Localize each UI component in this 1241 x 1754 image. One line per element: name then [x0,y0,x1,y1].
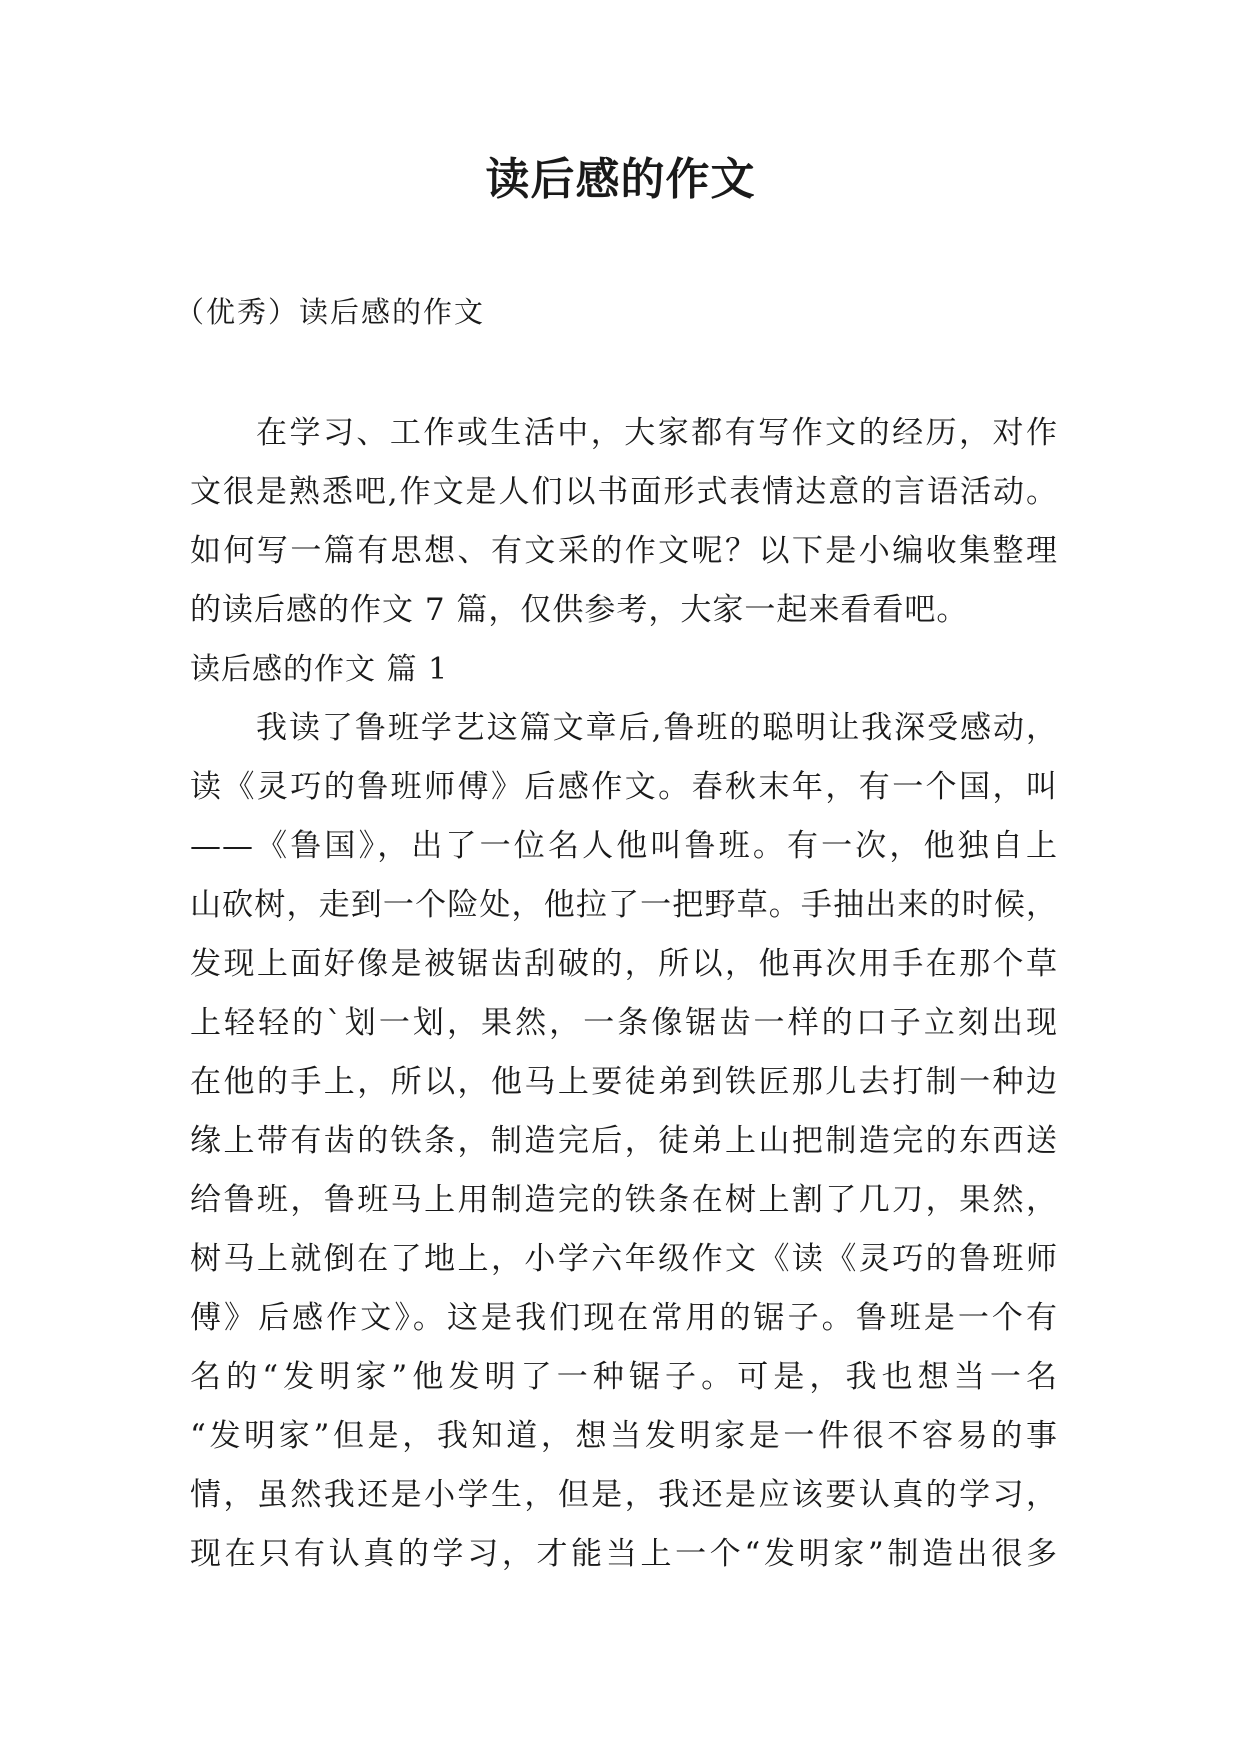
section-line: 山砍树，走到一个险处，他拉了一把野草。手抽出来的时候， [190,887,1058,923]
intro-line: 如何写一篇有思想、有文采的作文呢？以下是小编收集整理 [190,533,1058,569]
intro-line: 在学习、工作或生活中，大家都有写作文的经历，对作 [256,415,1058,451]
section-line: “发明家”但是，我知道，想当发明家是一件很不容易的事 [190,1418,1058,1454]
section-line: 读《灵巧的鲁班师傅》后感作文。春秋末年，有一个国，叫 [190,769,1058,805]
section-line: 在他的手上，所以，他马上要徒弟到铁匠那儿去打制一种边 [190,1064,1058,1100]
intro-line: 的读后感的作文 7 篇，仅供参考，大家一起来看看吧。 [190,592,969,628]
section-line: 给鲁班，鲁班马上用制造完的铁条在树上割了几刀，果然， [190,1182,1058,1218]
section-heading: 读后感的作文 篇 1 [190,652,449,687]
document-title: 读后感的作文 [485,154,756,205]
section-line: ——《鲁国》，出了一位名人他叫鲁班。有一次，他独自上 [190,828,1058,864]
section-line: 名的“发明家”他发明了一种锯子。可是，我也想当一名 [190,1359,1058,1395]
section-line: 傅》后感作文》。这是我们现在常用的锯子。鲁班是一个有 [190,1300,1058,1336]
document-subtitle: （优秀）读后感的作文 [175,295,486,329]
section-line: 我读了鲁班学艺这篇文章后,鲁班的聪明让我深受感动， [256,710,1058,746]
section-line: 上轻轻的`划一划，果然，一条像锯齿一样的口子立刻出现 [190,1005,1058,1041]
document-body [190,404,1058,1584]
intro-line: 文很是熟悉吧,作文是人们以书面形式表情达意的言语活动。 [190,474,1058,510]
section-line: 发现上面好像是被锯齿刮破的，所以，他再次用手在那个草 [190,946,1058,982]
section-line: 树马上就倒在了地上，小学六年级作文《读《灵巧的鲁班师 [190,1241,1058,1277]
section-line: 情，虽然我还是小学生，但是，我还是应该要认真的学习， [190,1477,1058,1513]
section-line: 现在只有认真的学习，才能当上一个“发明家”制造出很多 [190,1536,1058,1572]
section-line: 缘上带有齿的铁条，制造完后，徒弟上山把制造完的东西送 [190,1123,1058,1159]
